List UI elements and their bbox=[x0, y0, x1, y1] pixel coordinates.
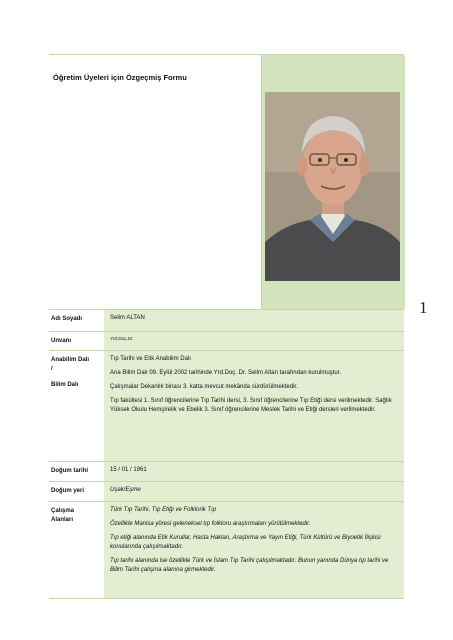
study-areas-label-line2: Alanları bbox=[51, 516, 74, 523]
birth-date-label: Doğum tarihi bbox=[51, 468, 88, 474]
study-paragraph: Özellikle Manisa yöresi geleneksel tıp folkloru araştırmaları yürütülmektedir. bbox=[110, 521, 311, 527]
birth-date-value: 15 / 01 / 1961 bbox=[104, 462, 404, 481]
photo-cell bbox=[261, 55, 405, 309]
cv-form bbox=[49, 54, 404, 599]
study-areas-label bbox=[49, 502, 104, 598]
study-paragraph: Türk Tıp Tarihi, Tıp Etiği ve Folklorik Tıp bbox=[110, 507, 217, 513]
form-title: Öğretim Üyeleri için Özgeçmiş Formu bbox=[53, 73, 187, 82]
study-areas-label-line1: Çalışma bbox=[51, 508, 75, 514]
study-areas-row bbox=[49, 501, 404, 599]
department-paragraph: Çalışmalar Dekanlık binası 3. katta mevcut mekânda sürdürülmektedir. bbox=[110, 384, 298, 390]
title-value: Yrd.Doç.Dr. bbox=[104, 332, 404, 350]
birth-date-row bbox=[49, 461, 404, 481]
portrait-photo bbox=[265, 92, 400, 281]
department-row bbox=[49, 350, 404, 461]
name-row bbox=[49, 309, 404, 331]
study-paragraph: Tıp tarihi alanında ise özellikle Türk ve İslam Tıp Tarihi çalışılmaktadır. Bunun yanında Dünya tıp tarihi ve Bilim Tarihi çalışma alanına girmektedir. bbox=[110, 558, 389, 573]
name-value: Selim ALTAN bbox=[104, 310, 404, 331]
department-label-line2: / bbox=[51, 365, 53, 372]
title-row bbox=[49, 331, 404, 350]
department-paragraph: Tıp Tarihi ve Etik Anabilim Dalı bbox=[110, 356, 191, 362]
title-label: Unvanı bbox=[51, 338, 72, 344]
department-paragraph: Ana Bilim Dalı 09. Eylül 2002 tarihinde Yrd.Doç. Dr. Selim Altan tarafından kurulmuştur. bbox=[110, 370, 342, 376]
birth-place-row bbox=[49, 481, 404, 501]
birth-place-label: Doğum yeri bbox=[51, 488, 85, 494]
name-label: Adı Soyadı bbox=[51, 316, 83, 322]
study-areas-value bbox=[104, 502, 404, 598]
birth-place-value: Uşak/Eşme bbox=[104, 482, 404, 501]
department-label bbox=[49, 351, 104, 461]
study-paragraph: Tıp etiği alanında Etik Kurullar, Hasta Hakları, Araştırma ve Yayın Etiği, Türk Kültürü ve Biyoetik İlişkisi konularında çalışılmaktadır. bbox=[110, 535, 381, 550]
page-number: 1 bbox=[419, 298, 428, 317]
department-label-line3: Bilim Dalı bbox=[51, 382, 79, 389]
department-value bbox=[104, 351, 404, 461]
portrait-photo-icon bbox=[265, 92, 400, 281]
form-header bbox=[49, 54, 404, 309]
department-paragraph: Tıp fakültesi 1. Sınıf öğrencilerine Tıp Tarihi dersi, 3. Sınıf öğrencilerine Tıp Etiği dersi verilmektedir. Sağlık Yüksek Okulu Hemşirelik ve Ebelik 3. Sınıf öğrencilerine Meslek Tarihi ve Etiği dersleri verilmektedir. bbox=[110, 398, 392, 413]
department-label-line1: Anabilim Dalı bbox=[51, 357, 90, 363]
